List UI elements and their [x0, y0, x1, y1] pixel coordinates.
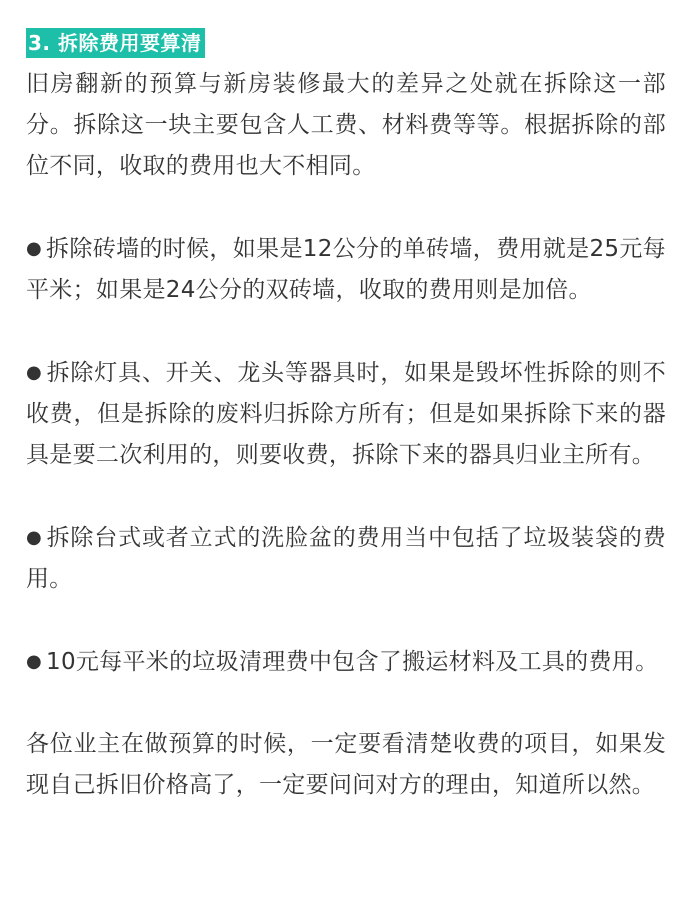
bullet-text-3: 拆除台式或者立式的洗脸盆的费用当中包括了垃圾装袋的费用。	[26, 525, 666, 592]
bullet-icon: ●	[26, 651, 43, 672]
bullet-item-3	[26, 517, 666, 600]
section-heading-wrap	[26, 0, 666, 62]
bullet-item-1	[26, 228, 666, 311]
spacer	[26, 476, 666, 517]
closing-paragraph: 各位业主在做预算的时候，一定要看清楚收费的项目，如果发现自己拆旧价格高了，一定要问问对方的理由，知道所以然。	[26, 731, 666, 798]
article	[26, 0, 666, 806]
bullet-icon: ●	[26, 238, 43, 259]
spacer	[26, 683, 666, 724]
bullet-item-2	[26, 352, 666, 476]
bullet-icon: ●	[26, 362, 43, 383]
intro-paragraph: 旧房翻新的预算与新房装修最大的差异之处就在拆除这一部分。拆除这一块主要包含人工费、材料费等等。根据拆除的部位不同，收取的费用也大不相同。	[26, 71, 666, 179]
bullet-text-1: 拆除砖墙的时候，如果是12公分的单砖墙，费用就是25元每平米；如果是24公分的双砖墙，收取的费用则是加倍。	[26, 236, 666, 303]
spacer	[26, 600, 666, 641]
section-heading: 3. 拆除费用要算清	[26, 28, 205, 58]
bullet-icon: ●	[26, 527, 43, 548]
spacer	[26, 187, 666, 228]
bullet-item-4	[26, 641, 666, 683]
bullet-text-2: 拆除灯具、开关、龙头等器具时，如果是毁坏性拆除的则不收费，但是拆除的废料归拆除方所有；但是如果拆除下来的器具是要二次利用的，则要收费，拆除下来的器具归业主所有。	[26, 360, 666, 468]
bullet-text-4: 10元每平米的垃圾清理费中包含了搬运材料及工具的费用。	[46, 649, 659, 675]
spacer	[26, 311, 666, 352]
